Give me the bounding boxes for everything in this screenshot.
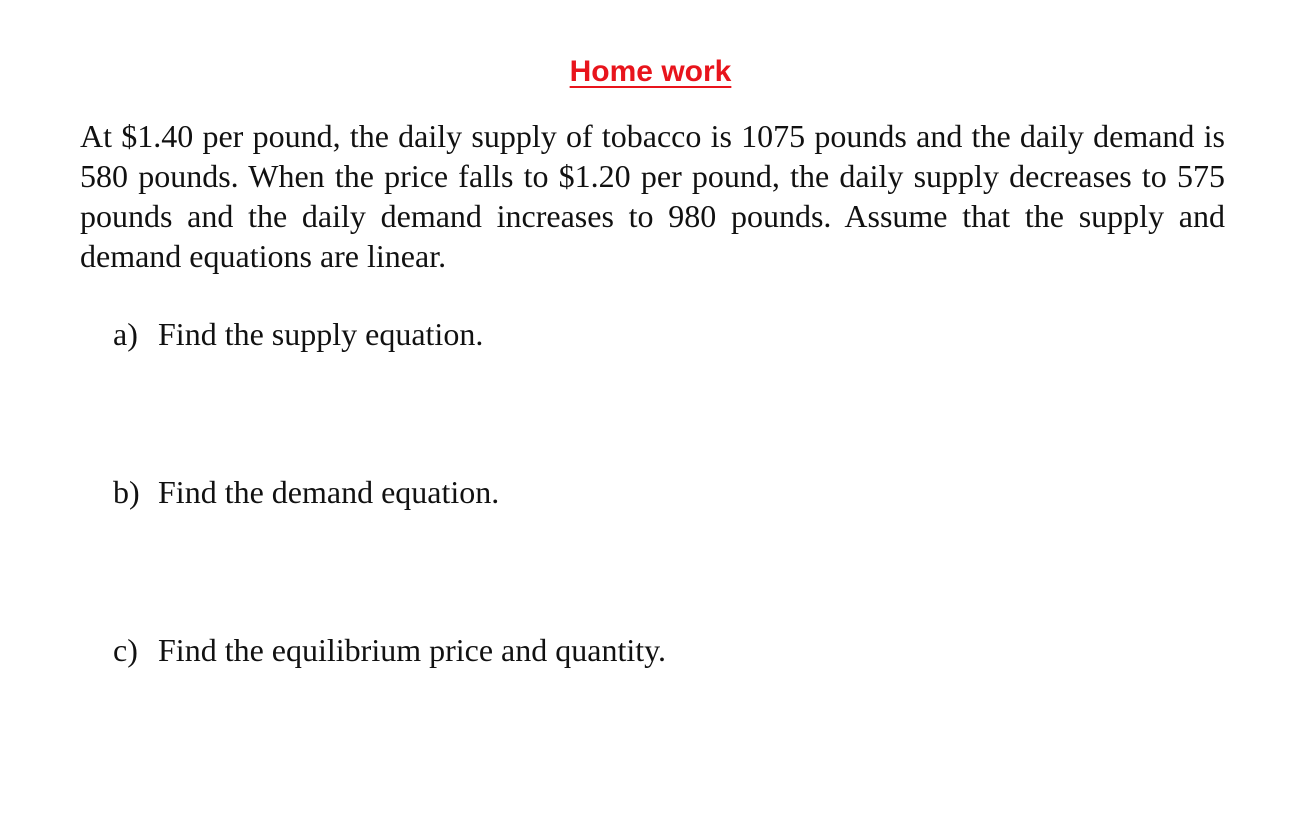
question-c: [113, 630, 666, 670]
question-b: [113, 472, 499, 512]
question-b-marker: b): [113, 474, 140, 510]
problem-statement: At $1.40 per pound, the daily supply of tobacco is 1075 pounds and the daily demand is 580 pounds. When the price falls to $1.20 per pound, the daily supply decreases to 575 pounds and the daily demand increases to 980 pounds. Assume that the supply and demand equations are linear.: [80, 118, 1225, 274]
question-a: [113, 314, 483, 354]
question-c-text: Find the equilibrium price and quantity.: [158, 632, 667, 668]
page-title: [0, 52, 1301, 92]
question-a-marker: a): [113, 316, 138, 352]
question-a-text: Find the supply equation.: [158, 316, 484, 352]
question-b-text: Find the demand equation.: [158, 474, 500, 510]
question-c-marker: c): [113, 632, 138, 668]
title-text: Home work: [569, 55, 732, 88]
